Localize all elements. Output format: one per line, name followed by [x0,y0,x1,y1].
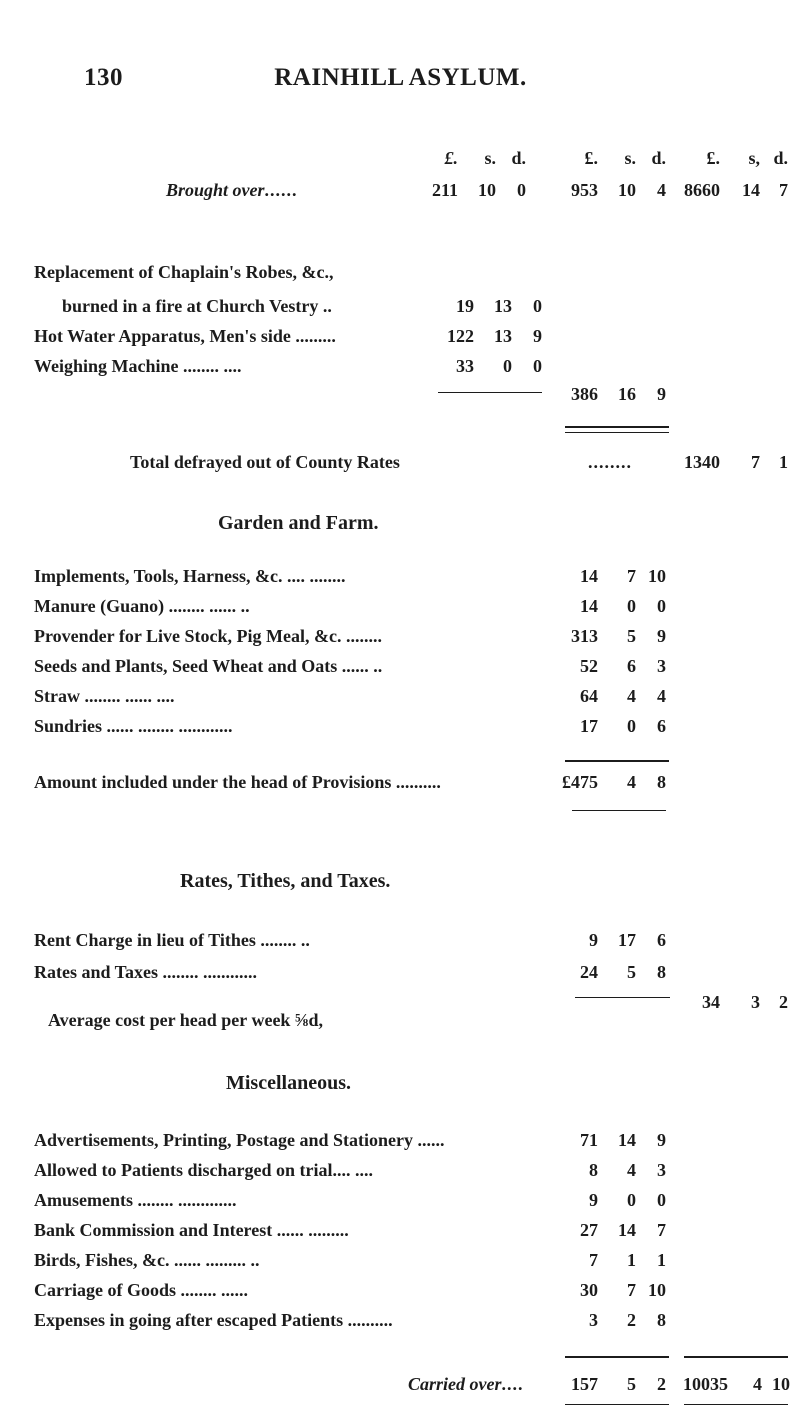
misc-row-amount: 71 14 9 [580,1130,666,1150]
replacement-line-1: Replacement of Chaplain's Robes, &c., [34,262,334,282]
carried-rule-col3 [684,1356,788,1358]
page-title: RAINHILL ASYLUM. [274,64,527,91]
misc-row: Allowed to Patients discharged on trial.... .... [34,1160,373,1180]
misc-row: Carriage of Goods ........ ...... [34,1280,248,1300]
rates-row: Rates and Taxes ........ ............ [34,962,258,982]
misc-row: Expenses in going after escaped Patients .......... [34,1310,393,1330]
garden-row-amount: 17 0 6 [580,716,666,736]
misc-row: Bank Commission and Interest ...... ......... [34,1220,349,1240]
misc-row-amount: 3 2 8 [589,1310,666,1330]
replacement-line-2: burned in a fire at Church Vestry .. [62,296,332,316]
provisions-amount: £475 4 8 [562,772,666,792]
misc-row-amount: 9 0 0 [589,1190,666,1210]
garden-rule [565,760,669,762]
garden-row: Sundries ...... ........ ............ [34,716,233,736]
garden-row-amount: 52 6 3 [580,656,666,676]
garden-row: Straw ........ ...... .... [34,686,175,706]
total-county-label: Total defrayed out of County Rates [130,452,400,472]
misc-row: Birds, Fishes, &c. ...... ......... .. [34,1250,260,1270]
rates-total: 34 3 2 [702,992,788,1012]
garden-row-amount: 14 0 0 [580,596,666,616]
replacement-line-2-amount: 19 13 0 [456,296,542,316]
carried-over-col3: 10035 4 10 [683,1374,790,1394]
garden-row-amount: 14 7 10 [580,566,666,586]
rule-col2-upper [565,426,669,428]
garden-row: Implements, Tools, Harness, &c. .... ........ [34,566,346,586]
currency-header-col1: £. s. d. [444,148,526,168]
provisions-rule [572,810,666,811]
rates-row-amount: 24 5 8 [580,962,666,982]
page-number: 130 [84,64,123,91]
rule-col2-lower [565,432,669,433]
carried-over-col2: 157 5 2 [571,1374,666,1394]
brought-over-col3: 8660 14 7 [684,180,788,200]
brought-over-col2: 953 10 4 [571,180,666,200]
misc-heading: Miscellaneous. [226,1072,351,1094]
replacements-subtotal: 386 16 9 [571,384,666,404]
rates-row: Rent Charge in lieu of Tithes ........ .. [34,930,310,950]
replacement-line-3-amount: 122 13 9 [447,326,542,346]
rates-rule [575,997,670,998]
misc-row-amount: 7 1 1 [589,1250,666,1270]
currency-header-col3: £. s, d. [706,148,788,168]
misc-row-amount: 30 7 10 [580,1280,666,1300]
carried-rule-col2 [565,1356,669,1358]
garden-heading: Garden and Farm. [218,512,379,534]
subtotal-rule [438,392,542,393]
garden-row-amount: 313 5 9 [571,626,666,646]
replacement-line-4: Weighing Machine ........ .... [34,356,242,376]
misc-row-amount: 27 14 7 [580,1220,666,1240]
rates-row-amount: 9 17 6 [589,930,666,950]
misc-row: Advertisements, Printing, Postage and Stationery ...... [34,1130,445,1150]
provisions-label: Amount included under the head of Provisions .......... [34,772,441,792]
misc-row: Amusements ........ ............. [34,1190,237,1210]
rates-heading: Rates, Tithes, and Taxes. [180,870,391,892]
replacement-line-4-amount: 33 0 0 [456,356,542,376]
garden-row: Provender for Live Stock, Pig Meal, &c. ........ [34,626,382,646]
replacement-line-3: Hot Water Apparatus, Men's side ......... [34,326,336,346]
carried-rule-col2-lower [565,1404,669,1405]
average-cost-note: Average cost per head per week ⅝d, [48,1010,323,1030]
currency-header-col2: £. s. d. [584,148,666,168]
garden-row: Manure (Guano) ........ ...... .. [34,596,250,616]
brought-over-label: Brought over...... [166,180,298,200]
carried-rule-col3-lower [684,1404,788,1405]
brought-over-col1: 211 10 0 [431,180,526,200]
total-county-amount: 1340 7 1 [684,452,788,472]
garden-row: Seeds and Plants, Seed Wheat and Oats ...... .. [34,656,383,676]
carried-over-label: Carried over.... [408,1374,524,1394]
misc-row-amount: 8 4 3 [589,1160,666,1180]
garden-row-amount: 64 4 4 [580,686,666,706]
total-county-dots: ........ [588,452,632,472]
